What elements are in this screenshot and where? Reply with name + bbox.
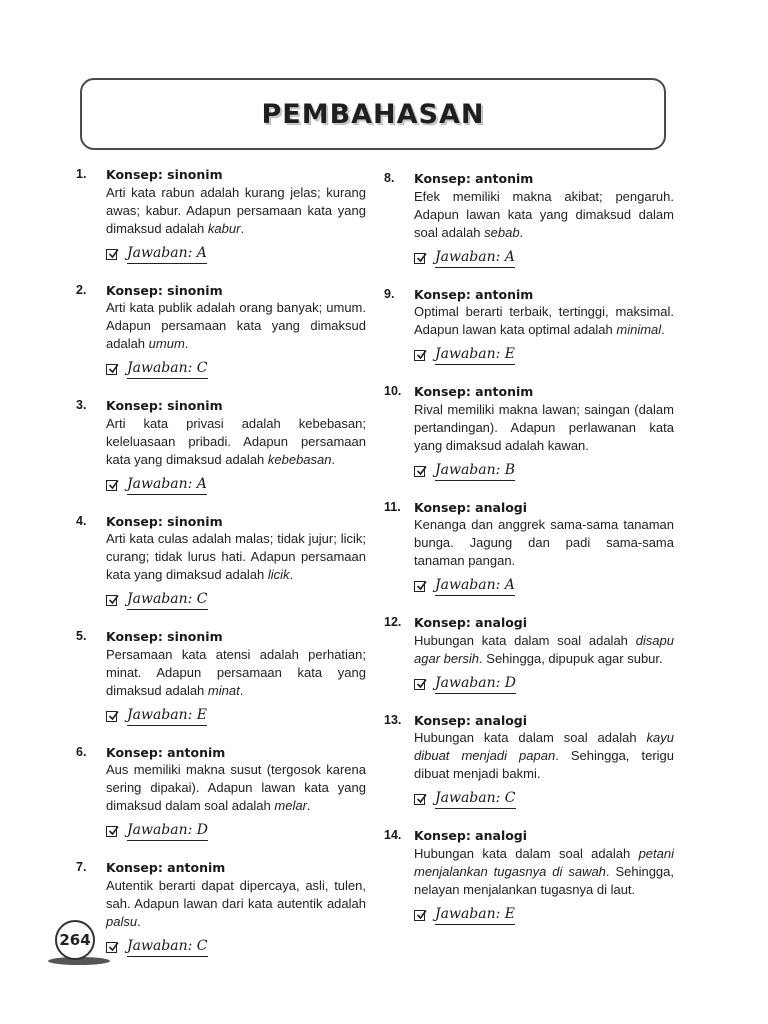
item-body bbox=[106, 628, 366, 738]
answer-row bbox=[414, 675, 674, 694]
list-item bbox=[76, 859, 366, 969]
checkbox-checked-icon bbox=[414, 466, 425, 477]
explanation-text bbox=[106, 761, 366, 815]
answer-row bbox=[414, 346, 674, 365]
checkbox-checked-icon bbox=[106, 942, 117, 953]
explanation-main: Autentik berarti dapat dipercaya, asli, tulen, sah. Adapun lawan dari kata autentik adalah bbox=[106, 877, 366, 911]
concept-label: Konsep: antonim bbox=[106, 860, 226, 875]
explanation-text bbox=[414, 188, 674, 242]
list-item bbox=[384, 827, 674, 937]
answer-row bbox=[106, 822, 366, 841]
concept-label: Konsep: antonim bbox=[414, 384, 534, 399]
explanation-emphasis: kabur bbox=[207, 220, 241, 236]
explanation-emphasis: melar bbox=[274, 798, 307, 813]
concept-label: Konsep: analogi bbox=[414, 615, 528, 630]
explanation-main: Arti kata publik adalah orang banyak; umum. Adapun persamaan kata yang dimaksud adalah bbox=[106, 300, 366, 351]
explanation-text bbox=[414, 516, 674, 570]
answer-text: Jawaban: C bbox=[435, 790, 516, 809]
item-number: 13. bbox=[384, 712, 402, 727]
list-item bbox=[76, 166, 366, 276]
list-item bbox=[384, 499, 674, 609]
answer-text: Jawaban: E bbox=[435, 906, 515, 925]
explanation-emphasis: licik bbox=[267, 567, 290, 582]
checkbox-checked-icon bbox=[106, 826, 117, 837]
checkbox-checked-icon bbox=[414, 581, 425, 592]
concept-label: Konsep: sinonim bbox=[106, 167, 223, 182]
answer-row bbox=[106, 938, 366, 957]
list-item bbox=[384, 286, 674, 378]
item-number: 8. bbox=[384, 171, 395, 185]
explanation-main: Arti kata rabun adalah kurang jelas; kurang awas; kabur. Adapun persamaan kata yang dimaksud adalah bbox=[106, 184, 366, 236]
item-body bbox=[414, 712, 674, 822]
explanation-main: Aus memiliki makna susut (tergosok karena sering dipakai). Adapun lawan kata yang dimaksud dalam soal adalah bbox=[106, 762, 366, 813]
explanation-main: Optimal berarti terbaik, tertinggi, maksimal. Adapun lawan kata optimal adalah bbox=[414, 304, 674, 337]
concept-label: Konsep: sinonim bbox=[106, 282, 223, 298]
explanation-tail: . Sehingga, terigu dibuat menjadi bakmi. bbox=[414, 748, 674, 781]
item-number: 14. bbox=[384, 828, 402, 842]
explanation-tail: . Sehingga, dipupuk agar subur. bbox=[479, 650, 663, 666]
answer-row bbox=[106, 360, 366, 379]
answer-row bbox=[106, 591, 366, 610]
item-body bbox=[106, 859, 366, 969]
explanation-text bbox=[414, 303, 674, 339]
explanation-text bbox=[106, 184, 366, 238]
list-item bbox=[76, 282, 366, 392]
item-body bbox=[414, 827, 674, 937]
explanation-emphasis: umum bbox=[148, 336, 185, 351]
item-number: 1. bbox=[76, 167, 87, 181]
answer-text: Jawaban: C bbox=[127, 360, 208, 379]
item-number: 7. bbox=[76, 860, 87, 874]
explanation-emphasis: kayu dibuat menjadi papan bbox=[414, 730, 674, 763]
explanation-emphasis: palsu bbox=[106, 913, 138, 929]
list-item bbox=[76, 397, 366, 507]
item-body bbox=[106, 744, 366, 854]
explanation-main: Arti kata privasi adalah kebebasan; keleluasaan pribadi. Adapun persamaan kata yang dimaksud adalah bbox=[106, 415, 366, 467]
answer-row bbox=[414, 906, 674, 925]
explanation-text bbox=[414, 729, 674, 783]
explanation-emphasis: minat bbox=[207, 682, 240, 698]
item-number: 4. bbox=[76, 513, 87, 528]
right-column bbox=[384, 170, 674, 943]
answer-row bbox=[106, 245, 366, 264]
checkbox-checked-icon bbox=[106, 595, 117, 606]
explanation-tail: . bbox=[240, 220, 245, 236]
concept-label: Konsep: antonim bbox=[414, 286, 534, 302]
explanation-main: Hubungan kata dalam soal adalah bbox=[414, 845, 639, 861]
answer-text: Jawaban: D bbox=[127, 822, 208, 841]
item-body bbox=[106, 166, 366, 276]
concept-label: Konsep: sinonim bbox=[106, 513, 223, 529]
explanation-main: Rival memiliki makna lawan; saingan (dalam pertandingan). Adapun perlawanan kata yang dimaksud adalah kawan. bbox=[414, 401, 674, 453]
checkbox-checked-icon bbox=[414, 794, 425, 805]
item-number: 5. bbox=[76, 629, 87, 643]
list-item bbox=[384, 383, 674, 493]
explanation-tail: . bbox=[184, 336, 189, 351]
answer-text: Jawaban: A bbox=[127, 245, 207, 264]
concept-label: Konsep: antonim bbox=[414, 171, 534, 186]
explanation-text bbox=[106, 299, 366, 353]
answer-row bbox=[414, 249, 674, 268]
explanation-emphasis: petani menjalankan tugasnya di sawah bbox=[414, 845, 674, 879]
explanation-text bbox=[414, 401, 674, 455]
page-title: PEMBAHASAN bbox=[261, 98, 485, 130]
explanation-main: Arti kata culas adalah malas; tidak jujur; licik; curang; tidak lurus hati. Adapun persamaan kata yang dimaksud adalah bbox=[106, 531, 366, 582]
concept-label: Konsep: analogi bbox=[414, 712, 528, 728]
explanation-tail: . bbox=[306, 798, 311, 813]
list-item bbox=[384, 170, 674, 280]
answer-row bbox=[414, 790, 674, 809]
item-number: 11. bbox=[384, 499, 401, 514]
item-number: 12. bbox=[384, 615, 402, 629]
explanation-text bbox=[414, 845, 674, 899]
answer-row bbox=[414, 577, 674, 596]
checkbox-checked-icon bbox=[414, 910, 425, 921]
item-number: 9. bbox=[384, 286, 395, 301]
answer-text: Jawaban: D bbox=[435, 675, 516, 694]
checkbox-checked-icon bbox=[414, 350, 425, 361]
item-body bbox=[414, 170, 674, 280]
explanation-tail: . bbox=[289, 567, 294, 582]
explanation-emphasis: kebebasan bbox=[267, 451, 332, 467]
explanation-main: Hubungan kata dalam soal adalah bbox=[414, 730, 647, 745]
concept-label: Konsep: antonim bbox=[106, 744, 226, 760]
item-body bbox=[414, 614, 674, 706]
explanation-text bbox=[106, 530, 366, 584]
item-body bbox=[106, 513, 366, 623]
answer-text: Jawaban: E bbox=[127, 707, 207, 726]
list-item bbox=[76, 628, 366, 738]
item-number: 3. bbox=[76, 398, 87, 412]
answer-text: Jawaban: C bbox=[127, 938, 208, 957]
list-item bbox=[76, 513, 366, 623]
item-body bbox=[106, 397, 366, 507]
explanation-tail: . bbox=[519, 224, 524, 240]
answer-text: Jawaban: A bbox=[435, 249, 515, 268]
title-box bbox=[80, 78, 666, 150]
item-body bbox=[414, 286, 674, 378]
explanation-text bbox=[106, 877, 366, 931]
explanation-text bbox=[106, 646, 366, 700]
answer-text: Jawaban: B bbox=[435, 462, 515, 481]
concept-label: Konsep: analogi bbox=[414, 828, 528, 843]
answer-row bbox=[414, 462, 674, 481]
item-number: 2. bbox=[76, 282, 87, 297]
explanation-tail: . Sehingga, nelayan menjalankan tugasnya di laut. bbox=[414, 863, 674, 897]
answer-text: Jawaban: A bbox=[435, 577, 515, 596]
explanation-tail: . bbox=[661, 322, 665, 337]
explanation-main: Persamaan kata atensi adalah perhatian; minat. Adapun persamaan kata yang dimaksud adalah bbox=[106, 646, 366, 698]
answer-row bbox=[106, 707, 366, 726]
item-body bbox=[414, 383, 674, 493]
explanation-tail: . bbox=[331, 451, 336, 467]
explanation-text bbox=[414, 632, 674, 668]
list-item bbox=[384, 712, 674, 822]
left-column bbox=[76, 166, 366, 975]
checkbox-checked-icon bbox=[106, 364, 117, 375]
answer-text: Jawaban: A bbox=[127, 476, 207, 495]
explanation-text bbox=[106, 415, 366, 469]
list-item bbox=[76, 744, 366, 854]
answer-text: Jawaban: C bbox=[127, 591, 208, 610]
checkbox-checked-icon bbox=[106, 480, 117, 491]
item-body bbox=[106, 282, 366, 392]
checkbox-checked-icon bbox=[414, 253, 425, 264]
item-number: 6. bbox=[76, 744, 87, 759]
explanation-main: Kenanga dan anggrek sama-sama tanaman bunga. Jagung dan padi sama-sama tanaman pangan. bbox=[414, 517, 674, 568]
item-number: 10. bbox=[384, 384, 402, 398]
explanation-tail: . bbox=[137, 913, 141, 929]
item-body bbox=[414, 499, 674, 609]
list-item bbox=[384, 614, 674, 706]
page-number: 264 bbox=[55, 920, 95, 960]
explanation-emphasis: minimal bbox=[616, 322, 662, 337]
checkbox-checked-icon bbox=[106, 711, 117, 722]
explanation-main: Hubungan kata dalam soal adalah bbox=[414, 632, 636, 648]
concept-label: Konsep: analogi bbox=[414, 499, 528, 515]
checkbox-checked-icon bbox=[106, 249, 117, 260]
explanation-tail: . bbox=[239, 682, 244, 698]
answer-text: Jawaban: E bbox=[435, 346, 515, 365]
explanation-emphasis: sebab bbox=[484, 224, 520, 240]
checkbox-checked-icon bbox=[414, 679, 425, 690]
explanation-main: Efek memiliki makna akibat; pengaruh. Adapun lawan kata yang dimaksud dalam soal adalah bbox=[414, 188, 674, 240]
explanation-emphasis: disapu agar bersih bbox=[414, 632, 674, 666]
concept-label: Konsep: sinonim bbox=[106, 398, 223, 413]
answer-row bbox=[106, 476, 366, 495]
concept-label: Konsep: sinonim bbox=[106, 629, 223, 644]
